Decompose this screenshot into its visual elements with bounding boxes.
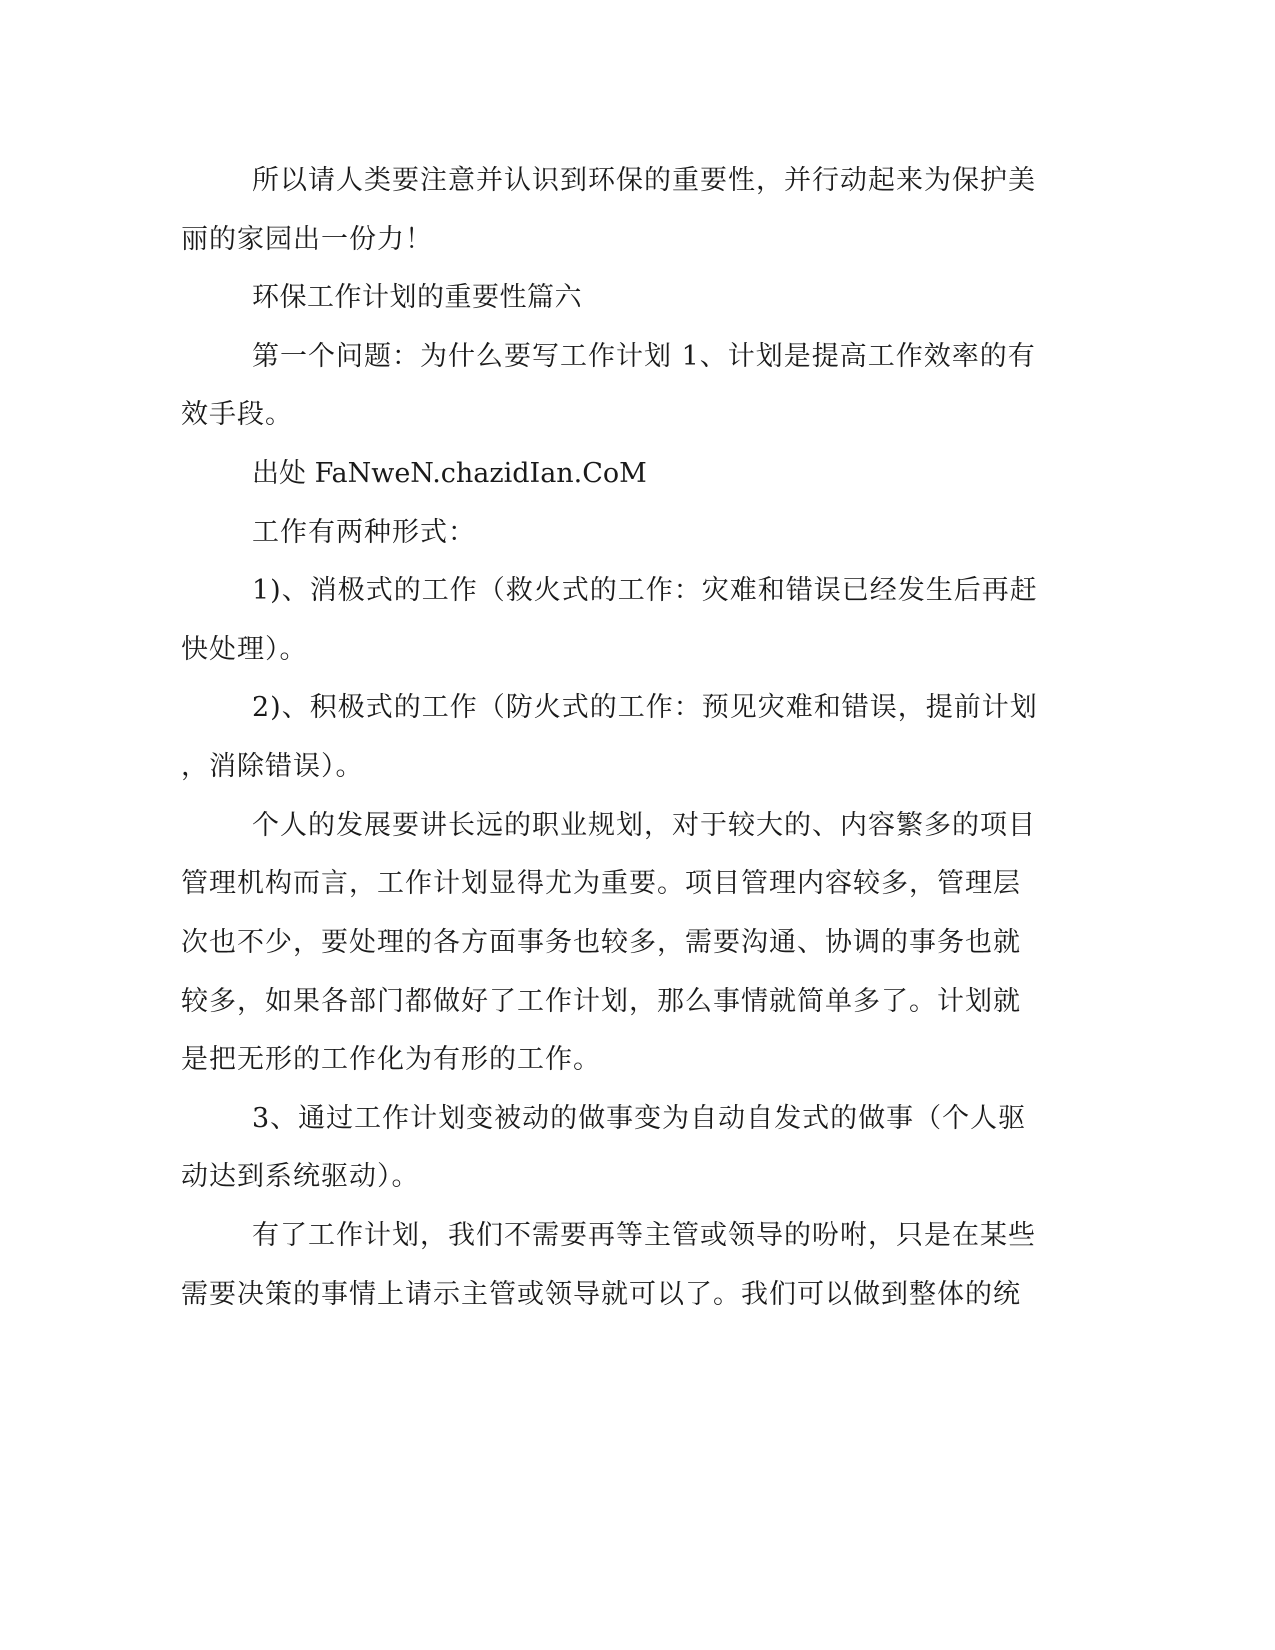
section-heading: 环保工作计划的重要性篇六 bbox=[252, 282, 582, 313]
text-line: 1)、消极式的工作（救火式的工作：灾难和错误已经发生后再赶 bbox=[252, 575, 1038, 606]
text-line: 丽的家园出一份力！ bbox=[181, 224, 433, 255]
text-line: 快处理）。 bbox=[181, 634, 308, 665]
text-line: 效手段。 bbox=[181, 399, 293, 430]
text-line: 管理机构而言，工作计划显得尤为重要。项目管理内容较多，管理层 bbox=[181, 868, 1021, 899]
text-line: 个人的发展要讲长远的职业规划，对于较大的、内容繁多的项目 bbox=[252, 810, 1036, 841]
text-line: 较多，如果各部门都做好了工作计划，那么事情就简单多了。计划就 bbox=[181, 986, 1021, 1017]
text-line: 是把无形的工作化为有形的工作。 bbox=[181, 1044, 601, 1075]
text-line: 2)、积极式的工作（防火式的工作：预见灾难和错误，提前计划 bbox=[252, 692, 1038, 723]
text-line: 3、通过工作计划变被动的做事变为自动自发式的做事（个人驱 bbox=[252, 1103, 1027, 1134]
text-line: 次也不少，要处理的各方面事务也较多，需要沟通、协调的事务也就 bbox=[181, 927, 1021, 958]
text-line: 第一个问题：为什么要写工作计划 1、计划是提高工作效率的有 bbox=[252, 341, 1036, 372]
text-line: 需要决策的事情上请示主管或领导就可以了。我们可以做到整体的统 bbox=[181, 1279, 1021, 1310]
text-line: 动达到系统驱动）。 bbox=[181, 1161, 420, 1192]
source-line: 出处 FaNweN.chazidIan.CoM bbox=[252, 458, 647, 489]
text-line: ，消除错误）。 bbox=[181, 751, 364, 782]
text-line: 工作有两种形式： bbox=[252, 517, 476, 548]
text-line: 有了工作计划，我们不需要再等主管或领导的吩咐，只是在某些 bbox=[252, 1220, 1036, 1251]
text-line: 所以请人类要注意并认识到环保的重要性，并行动起来为保护美 bbox=[252, 165, 1036, 196]
